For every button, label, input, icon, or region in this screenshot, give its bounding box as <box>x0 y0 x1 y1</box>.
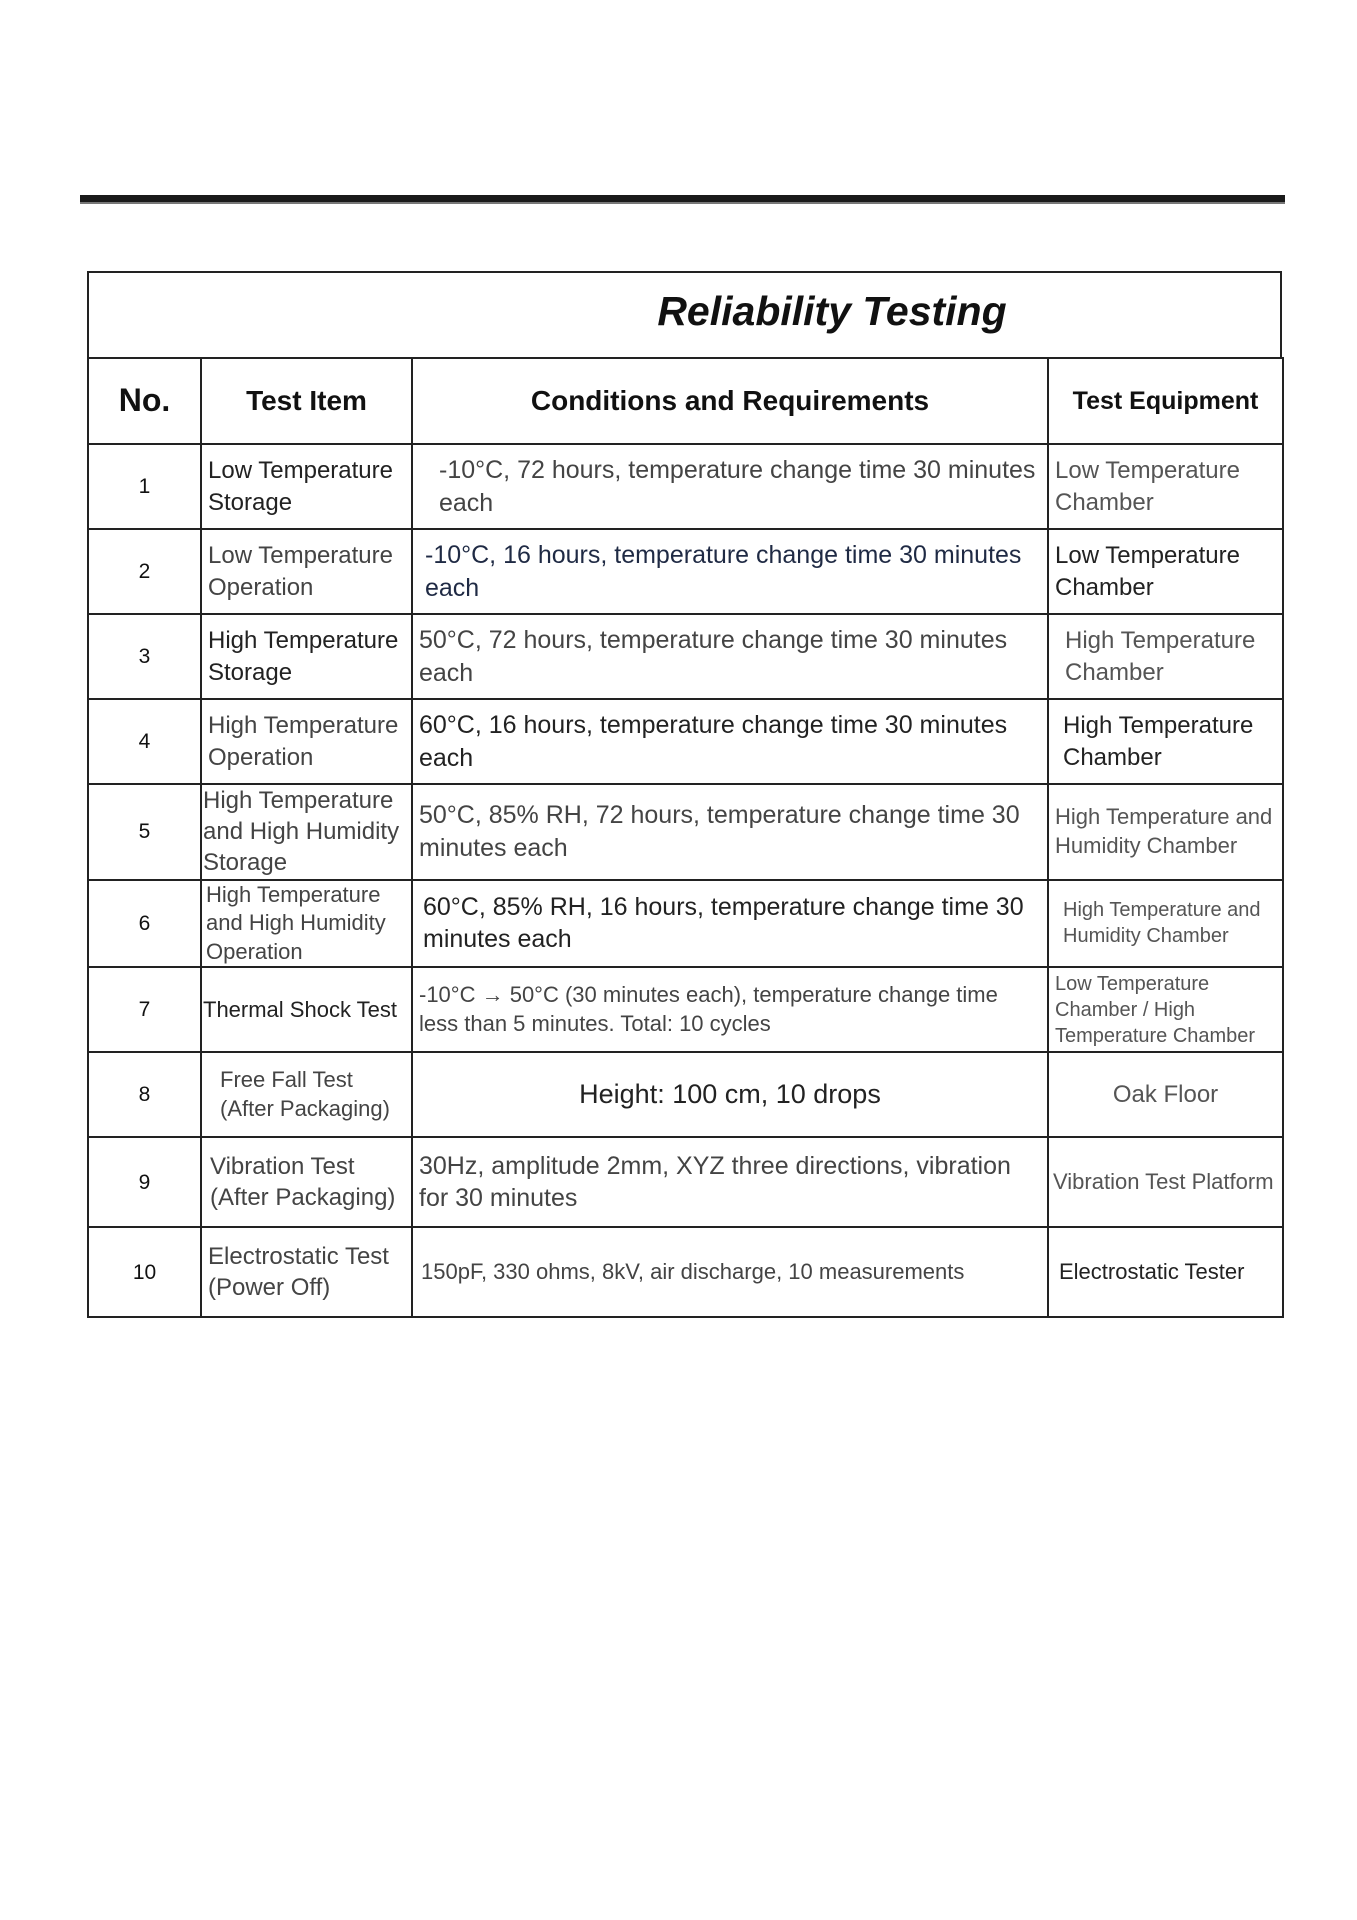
table-row <box>88 699 1283 784</box>
row-equipment: High Temperature Chamber <box>1048 699 1283 784</box>
row-conditions: 50°C, 72 hours, temperature change time 30 minutes each <box>412 614 1048 699</box>
row-test-item: Low Temperature Storage <box>201 444 412 529</box>
table-row <box>88 784 1283 880</box>
row-number: 3 <box>88 614 201 699</box>
row-equipment: Vibration Test Platform <box>1048 1137 1283 1227</box>
header-test-item: Test Item <box>201 358 412 444</box>
row-conditions: -10°C, 72 hours, temperature change time 30 minutes each <box>412 444 1048 529</box>
row-conditions: -10°C → 50°C (30 minutes each), temperature change time less than 5 minutes. Total: 10 cycles <box>412 967 1048 1052</box>
row-number: 8 <box>88 1052 201 1137</box>
row-test-item: High Temperature and High Humidity Operation <box>201 880 412 968</box>
row-test-item: High Temperature Storage <box>201 614 412 699</box>
title-row <box>87 271 1282 359</box>
row-conditions: 150pF, 330 ohms, 8kV, air discharge, 10 measurements <box>412 1227 1048 1317</box>
header-conditions: Conditions and Requirements <box>412 358 1048 444</box>
row-test-item: Free Fall Test (After Packaging) <box>201 1052 412 1137</box>
row-conditions: Height: 100 cm, 10 drops <box>412 1052 1048 1137</box>
row-number: 10 <box>88 1227 201 1317</box>
table-row <box>88 529 1283 614</box>
row-conditions: 60°C, 16 hours, temperature change time 30 minutes each <box>412 699 1048 784</box>
row-number: 4 <box>88 699 201 784</box>
header-no: No. <box>88 358 201 444</box>
table-header-row <box>88 358 1283 444</box>
row-equipment: Low Temperature Chamber <box>1048 529 1283 614</box>
row-equipment: Low Temperature Chamber / High Temperature Chamber <box>1048 967 1283 1052</box>
table-row <box>88 614 1283 699</box>
row-conditions: -10°C, 16 hours, temperature change time 30 minutes each <box>412 529 1048 614</box>
row-equipment: High Temperature Chamber <box>1048 614 1283 699</box>
row-number: 6 <box>88 880 201 968</box>
row-number: 2 <box>88 529 201 614</box>
row-test-item: High Temperature and High Humidity Storage <box>201 784 412 880</box>
table-row <box>88 967 1283 1052</box>
row-test-item: Vibration Test (After Packaging) <box>201 1137 412 1227</box>
row-equipment: Oak Floor <box>1048 1052 1283 1137</box>
row-equipment: Electrostatic Tester <box>1048 1227 1283 1317</box>
row-equipment: Low Temperature Chamber <box>1048 444 1283 529</box>
row-test-item: Low Temperature Operation <box>201 529 412 614</box>
table-row <box>88 444 1283 529</box>
row-number: 9 <box>88 1137 201 1227</box>
reliability-table <box>87 357 1284 1318</box>
row-conditions: 50°C, 85% RH, 72 hours, temperature change time 30 minutes each <box>412 784 1048 880</box>
page-title: Reliability Testing <box>657 288 1007 334</box>
header-rule <box>80 195 1285 204</box>
row-equipment: High Temperature and Humidity Chamber <box>1048 880 1283 968</box>
table-row <box>88 880 1283 968</box>
header-test-equipment: Test Equipment <box>1048 358 1283 444</box>
row-number: 1 <box>88 444 201 529</box>
table-row <box>88 1052 1283 1137</box>
table-row <box>88 1227 1283 1317</box>
row-equipment: High Temperature and Humidity Chamber <box>1048 784 1283 880</box>
row-conditions: 60°C, 85% RH, 16 hours, temperature change time 30 minutes each <box>412 880 1048 968</box>
row-test-item: Electrostatic Test (Power Off) <box>201 1227 412 1317</box>
row-test-item: High Temperature Operation <box>201 699 412 784</box>
row-number: 7 <box>88 967 201 1052</box>
row-conditions: 30Hz, amplitude 2mm, XYZ three directions, vibration for 30 minutes <box>412 1137 1048 1227</box>
row-test-item: Thermal Shock Test <box>201 967 412 1052</box>
row-number: 5 <box>88 784 201 880</box>
table-row <box>88 1137 1283 1227</box>
